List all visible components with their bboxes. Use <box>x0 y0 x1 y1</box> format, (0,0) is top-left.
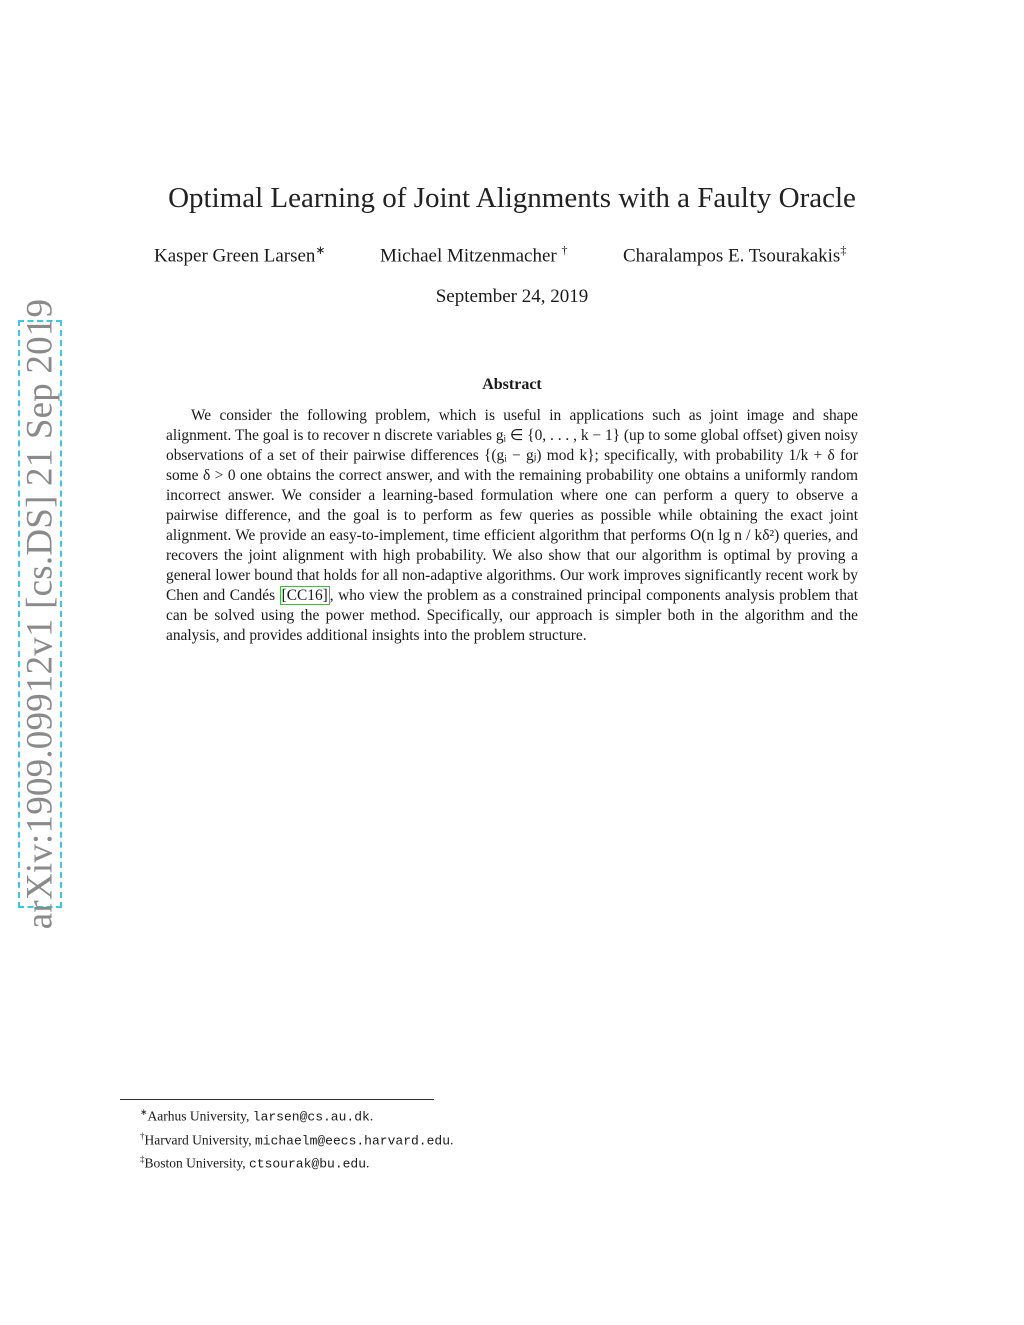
paper-title: Optimal Learning of Joint Alignments with a Faulty Oracle <box>168 182 856 214</box>
author-3-mark: ‡ <box>840 243 847 257</box>
abstract-heading: Abstract <box>482 376 542 393</box>
footnote-1-end: . <box>369 1108 374 1124</box>
abstract-part-1: We consider the following problem, which is useful in applications such as joint image and shape alignment. The goal is to recover n discrete variables gᵢ ∈ {0, . . . , k − 1} (up to some global offset) given noisy observations of a set of their pairwise differences {(gᵢ − gⱼ) mod k}; specifically, with probability 1/k + δ for some δ > 0 one obtains the correct answer, and with the remaining probability one obtains a uniformly random incorrect answer. We consider a learning-based formulation where one can perform a query to observe a pairwise difference, and the goal is to perform as few queries as possible while obtaining the exact joint alignment. We provide an easy-to-implement, time efficient algorithm that performs O(n lg n / kδ²) queries, and recovers the joint alignment with high probability. We also show that our algorithm is optimal by proving a general lower bound that holds for all non-adaptive algorithms. Our work improves significantly recent work by Chen and Candés <box>166 407 858 604</box>
footnote-1-email[interactable]: larsen@cs.au.dk <box>252 1109 370 1125</box>
citation-link-cc16[interactable]: [CC16] <box>281 587 328 604</box>
footnote-2-affiliation: Harvard University, <box>144 1132 255 1147</box>
author-1 <box>154 243 325 267</box>
footnote-2-email[interactable]: michaelm@eecs.harvard.edu <box>254 1133 451 1148</box>
paper-date: September 24, 2019 <box>435 286 589 307</box>
footnote-2 <box>140 1127 453 1151</box>
abstract-part-2: , who view the problem as a constrained principal components analysis problem that can be solved using the power method. Specifically, our approach is simpler both in the algorithm and the analysis, and provides additional insights into the problem structure. <box>166 587 859 644</box>
author-3-name: Charalampos E. Tsourakakis <box>623 245 841 267</box>
footnote-3-email[interactable]: ctsourak@bu.edu <box>249 1156 367 1172</box>
footnote-1-affiliation: Aarhus University, <box>147 1108 253 1124</box>
author-2-mark: † <box>561 243 568 257</box>
footnote-3 <box>140 1150 453 1174</box>
author-1-name: Kasper Green Larsen <box>154 245 316 267</box>
footnote-1 <box>140 1103 453 1127</box>
abstract-text <box>166 406 858 646</box>
footnote-1-mark: ∗ <box>140 1107 148 1117</box>
author-list <box>150 243 880 273</box>
footnote-2-mark: † <box>140 1130 145 1141</box>
footnote-3-mark: ‡ <box>140 1154 145 1164</box>
footnote-divider <box>120 1099 434 1100</box>
arxiv-identifier-stamp <box>18 298 62 930</box>
author-2-name: Michael Mitzenmacher <box>380 245 557 267</box>
footnote-3-affiliation: Boston University, <box>144 1155 249 1171</box>
arxiv-identifier-text: arXiv:1909.09912v1 [cs.DS] 21 Sep 2019 <box>19 298 61 930</box>
author-2 <box>380 243 567 267</box>
footnote-3-end: . <box>366 1155 370 1171</box>
author-1-mark: ∗ <box>315 243 326 257</box>
footnote-2-end: . <box>450 1132 454 1147</box>
author-3 <box>623 243 846 267</box>
footnotes <box>140 1103 453 1174</box>
